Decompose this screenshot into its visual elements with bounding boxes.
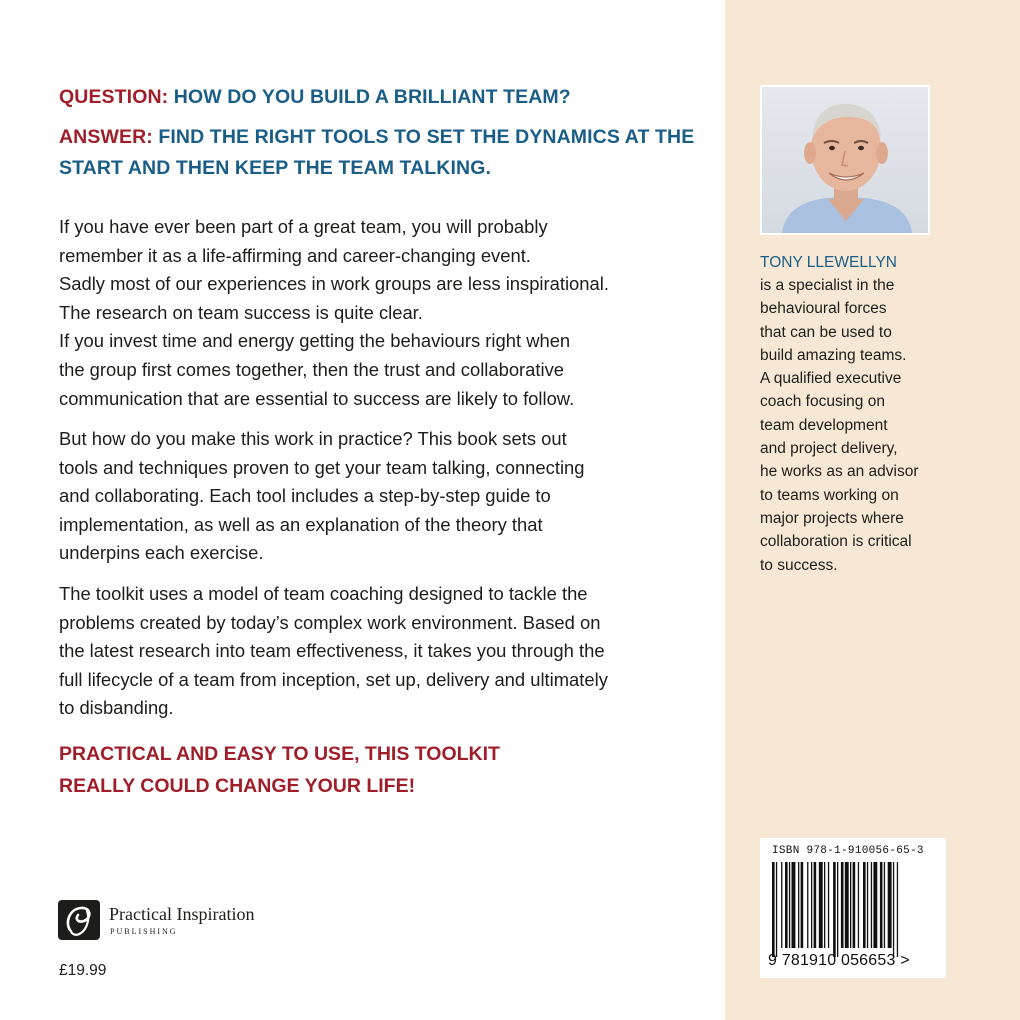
bio-line: he works as an advisor [760, 463, 919, 481]
text-line: If you have ever been part of a great team, you will probably [59, 216, 548, 237]
text-line: the group first comes together, then the trust and collaborative [59, 358, 565, 380]
barcode-bars-icon [772, 862, 934, 957]
closing-tagline [59, 738, 500, 802]
text-line: The toolkit uses a model of team coaching designed to tackle the [59, 583, 588, 604]
tagline-line: PRACTICAL AND EASY TO USE, THIS TOOLKIT [59, 743, 500, 765]
barcode-bar [801, 862, 804, 948]
text-line: communication that are essential to success are likely to follow. [59, 387, 575, 409]
barcode-bar [873, 862, 877, 948]
barcode-bar [798, 862, 799, 948]
author-portrait-icon [762, 87, 928, 233]
bio-line: behavioural forces [760, 300, 887, 318]
bio-line: to success. [760, 556, 838, 574]
bio-line: is a specialist in the [760, 277, 895, 294]
barcode-bar [867, 862, 868, 948]
barcode-bar [863, 862, 866, 948]
bio-line: A qualified executive [760, 370, 902, 388]
barcode-bar [833, 862, 836, 957]
barcode-bar [884, 862, 885, 948]
text-line: But how do you make this work in practice? This book sets out [59, 428, 567, 449]
price: £19.99 [59, 962, 107, 979]
publisher-name: Practical Inspiration [109, 904, 255, 924]
text-line: The research on team success is quite clear. [59, 301, 423, 323]
text-line: tools and techniques proven to get your team talking, connecting [59, 456, 585, 478]
author-bio [760, 274, 919, 577]
answer-label: ANSWER: [59, 126, 153, 148]
barcode-bar [893, 862, 894, 957]
barcode-bar [828, 862, 829, 948]
question-heading [59, 82, 571, 113]
text-line: full lifecycle of a team from inception, set up, delivery and ultimately [59, 668, 608, 690]
bio-line: coach focusing on [760, 393, 885, 411]
publisher-monogram-icon [57, 899, 101, 941]
barcode-bar [807, 862, 808, 948]
bio-line: team development [760, 416, 888, 434]
barcode-bar [858, 862, 859, 948]
ean-digits: 9 781910 056653 > [768, 952, 910, 969]
question-label: QUESTION: [59, 86, 169, 108]
barcode-bar [781, 862, 782, 948]
barcode-bar [853, 862, 856, 948]
barcode-bar [871, 862, 872, 948]
barcode-bar [811, 862, 812, 948]
barcode-bar [824, 862, 825, 948]
blurb-paragraph-1 [59, 213, 689, 413]
text-line: problems created by today’s complex work environment. Based on [59, 611, 601, 633]
barcode-bar [897, 862, 898, 957]
barcode-bar [776, 862, 777, 957]
publisher-logo [57, 897, 287, 945]
barcode-bar [819, 862, 823, 948]
barcode-bar [772, 862, 775, 957]
bio-line: collaboration is critical [760, 533, 912, 551]
text-line: Sadly most of our experiences in work groups are less inspirational. [59, 273, 609, 295]
answer-heading [59, 122, 699, 184]
barcode-bar [850, 862, 851, 948]
blurb-paragraph-2 [59, 425, 689, 568]
text-line: the latest research into team effectiveness, it takes you through the [59, 640, 605, 662]
barcode-bar [888, 862, 892, 948]
text-line: implementation, as well as an explanation of the theory that [59, 513, 543, 535]
isbn-number: ISBN 978-1-910056-65-3 [772, 845, 924, 857]
barcode-bar [792, 862, 796, 948]
publisher-subtitle: PUBLISHING [110, 927, 178, 936]
tagline-line: REALLY COULD CHANGE YOUR LIFE! [59, 775, 416, 797]
text-line: remember it as a life-affirming and career-changing event. [59, 244, 531, 266]
author-photo [760, 85, 930, 235]
bio-line: that can be used to [760, 323, 892, 341]
bio-line: and project delivery, [760, 440, 898, 458]
barcode-bar [785, 862, 788, 948]
blurb-paragraph-3 [59, 580, 689, 723]
text-line: and collaborating. Each tool includes a step-by-step guide to [59, 485, 551, 507]
bio-line: to teams working on [760, 486, 899, 504]
barcode-bar [789, 862, 790, 948]
barcode-bar [845, 862, 849, 948]
author-name: TONY LLEWELLYN [760, 254, 897, 271]
text-line: to disbanding. [59, 697, 174, 719]
question-text: HOW DO YOU BUILD A BRILLIANT TEAM? [173, 86, 571, 108]
bio-line: major projects where [760, 509, 904, 527]
text-line: underpins each exercise. [59, 542, 264, 564]
barcode-bar [841, 862, 844, 948]
isbn-barcode [760, 838, 946, 978]
barcode-bar [814, 862, 817, 948]
barcode-bar [880, 862, 883, 948]
text-line: If you invest time and energy getting the behaviours right when [59, 330, 571, 352]
bio-line: build amazing teams. [760, 346, 907, 364]
barcode-bar [837, 862, 838, 957]
answer-text: FIND THE RIGHT TOOLS TO SET THE DYNAMICS AT THE START AND THEN KEEP THE TEAM TALKING. [59, 126, 695, 179]
